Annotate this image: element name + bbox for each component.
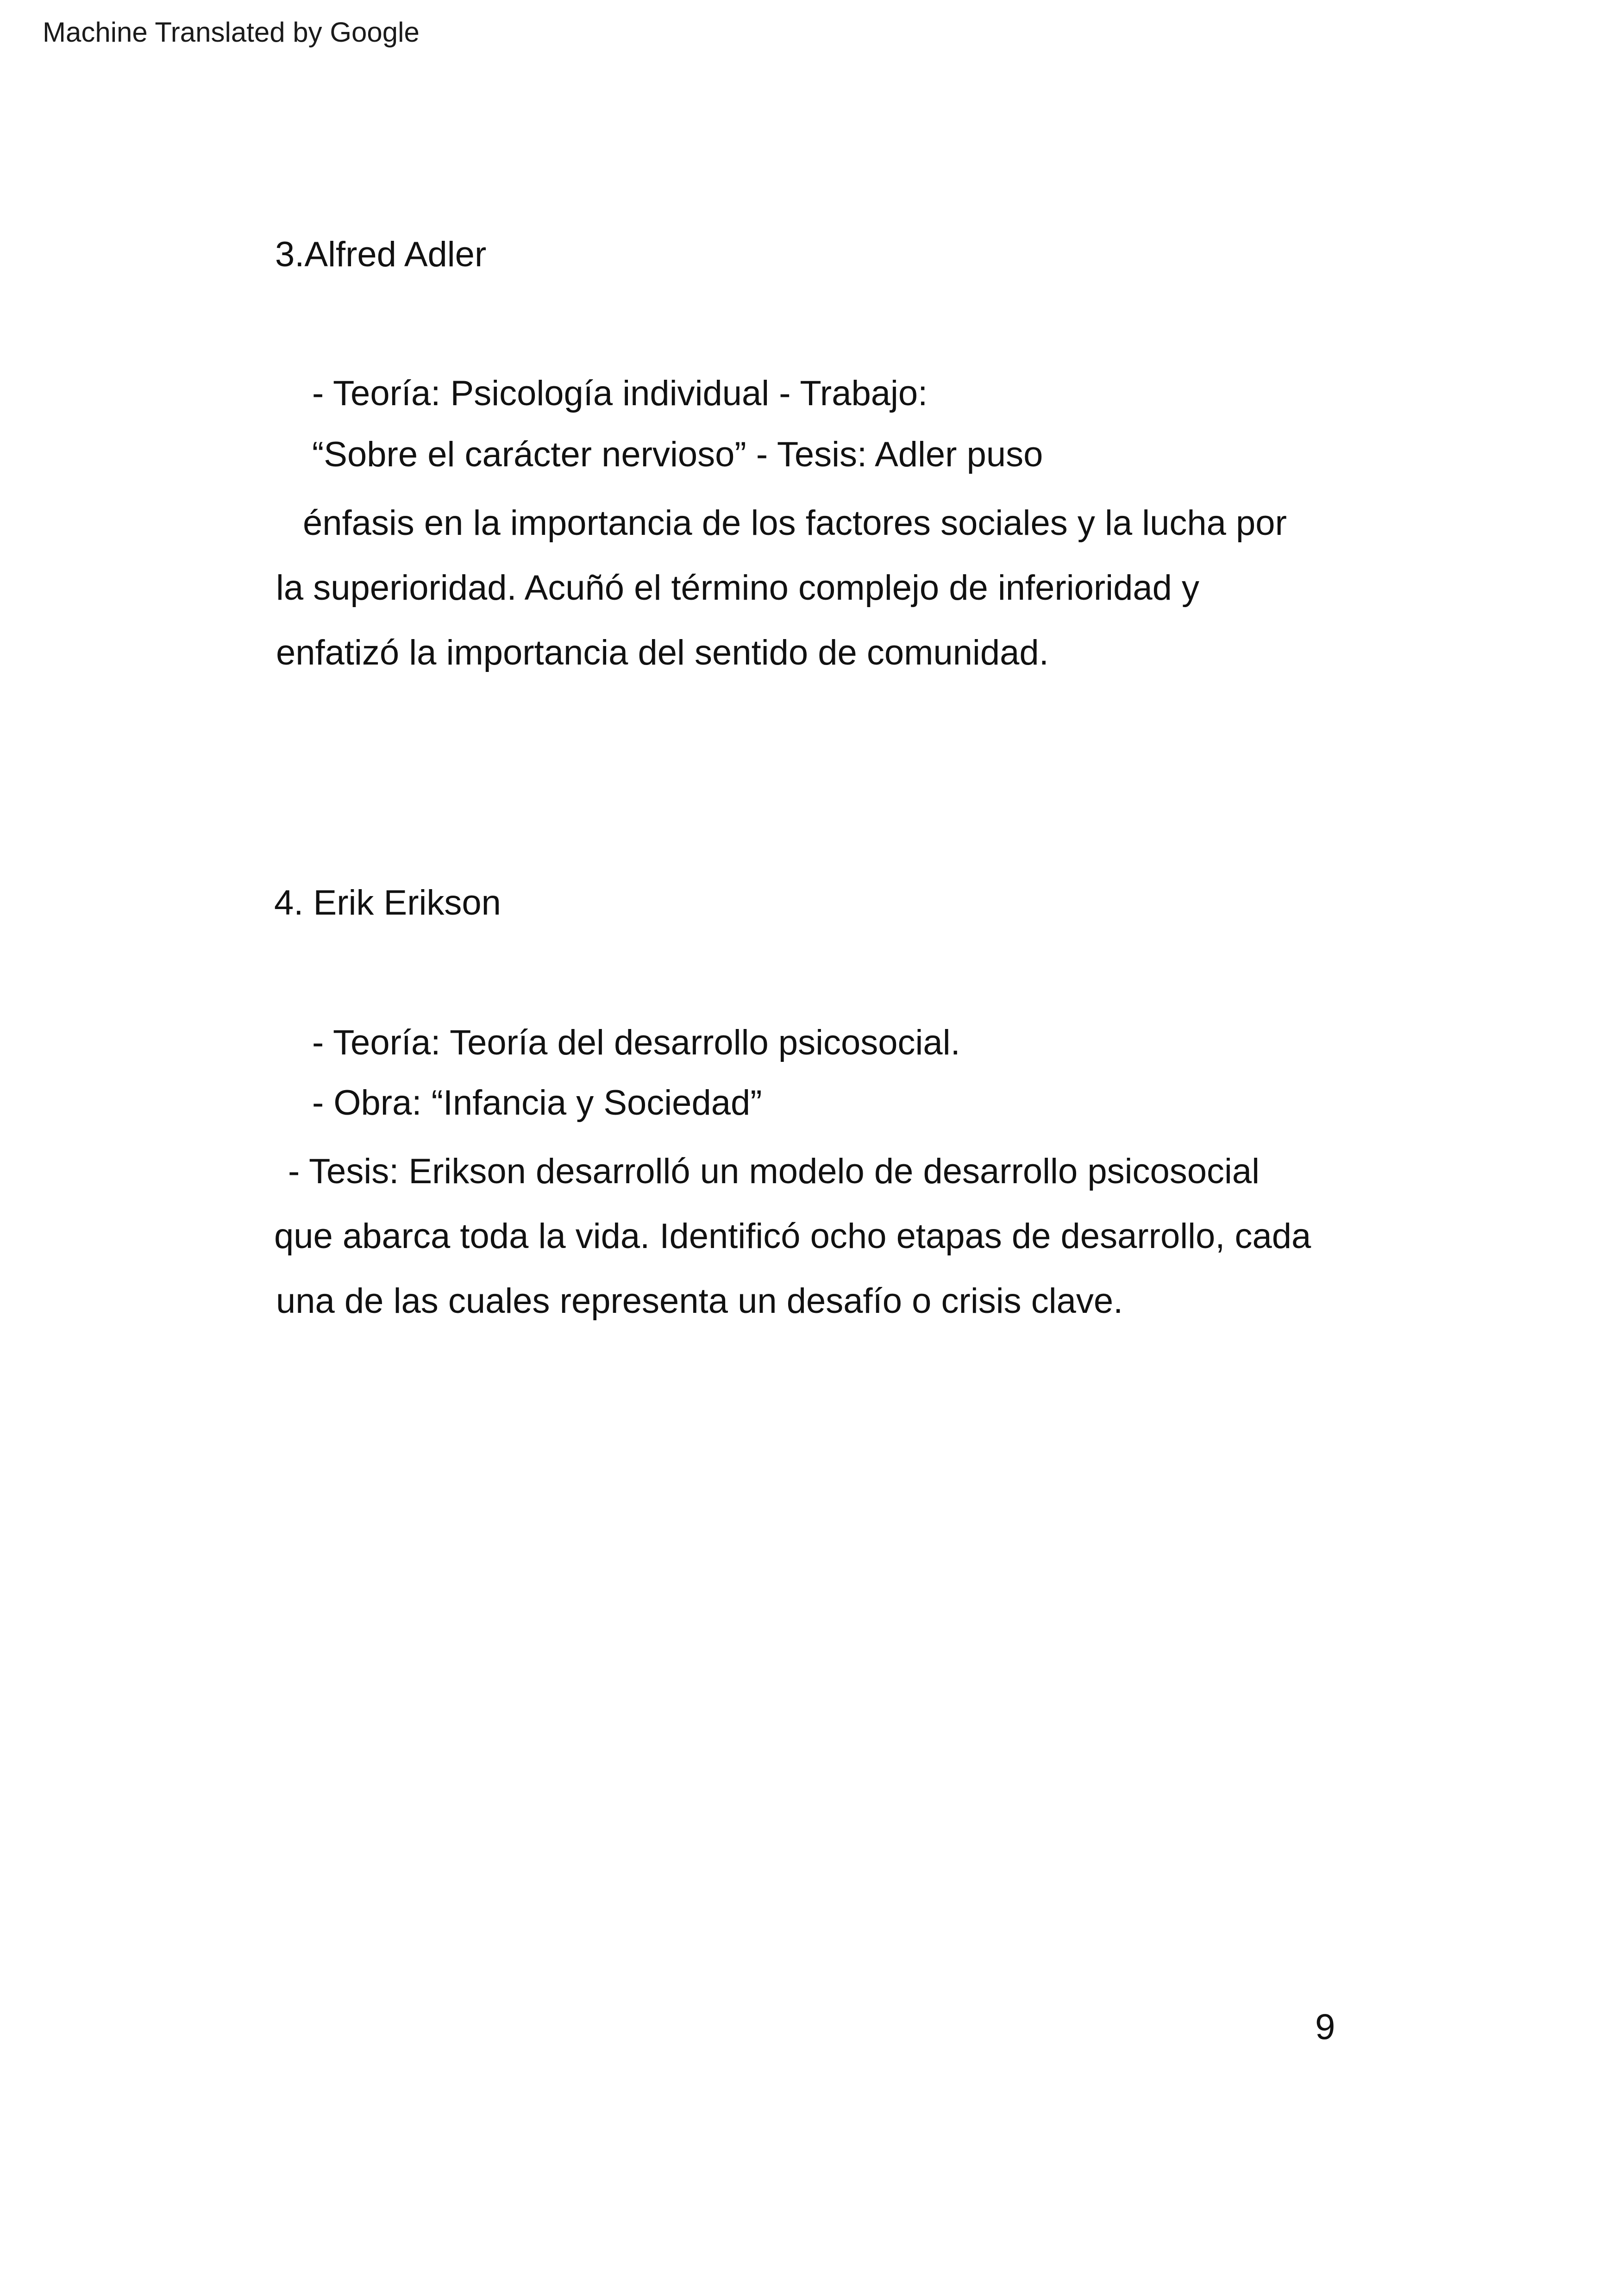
body-line: enfatizó la importancia del sentido de comunidad.	[276, 633, 1049, 672]
body-line: énfasis en la importancia de los factores sociales y la lucha por	[303, 503, 1287, 543]
body-line: - Obra: “Infancia y Sociedad”	[312, 1083, 762, 1123]
body-line: - Tesis: Erikson desarrolló un modelo de desarrollo psicosocial	[288, 1152, 1260, 1191]
machine-translation-banner: Machine Translated by Google	[43, 17, 420, 48]
body-line: una de las cuales representa un desafío o crisis clave.	[276, 1281, 1123, 1321]
body-line: la superioridad. Acuñó el término complejo de inferioridad y	[276, 568, 1199, 608]
section-heading: 4. Erik Erikson	[274, 883, 501, 922]
body-line: - Teoría: Teoría del desarrollo psicosocial.	[312, 1023, 960, 1062]
section-heading: 3.Alfred Adler	[275, 235, 487, 274]
body-line: que abarca toda la vida. Identificó ocho etapas de desarrollo, cada	[274, 1217, 1311, 1256]
page-number: 9	[1315, 2006, 1335, 2047]
body-line: - Teoría: Psicología individual - Trabajo:	[312, 374, 928, 413]
body-line: “Sobre el carácter nervioso” - Tesis: Adler puso	[312, 435, 1043, 474]
